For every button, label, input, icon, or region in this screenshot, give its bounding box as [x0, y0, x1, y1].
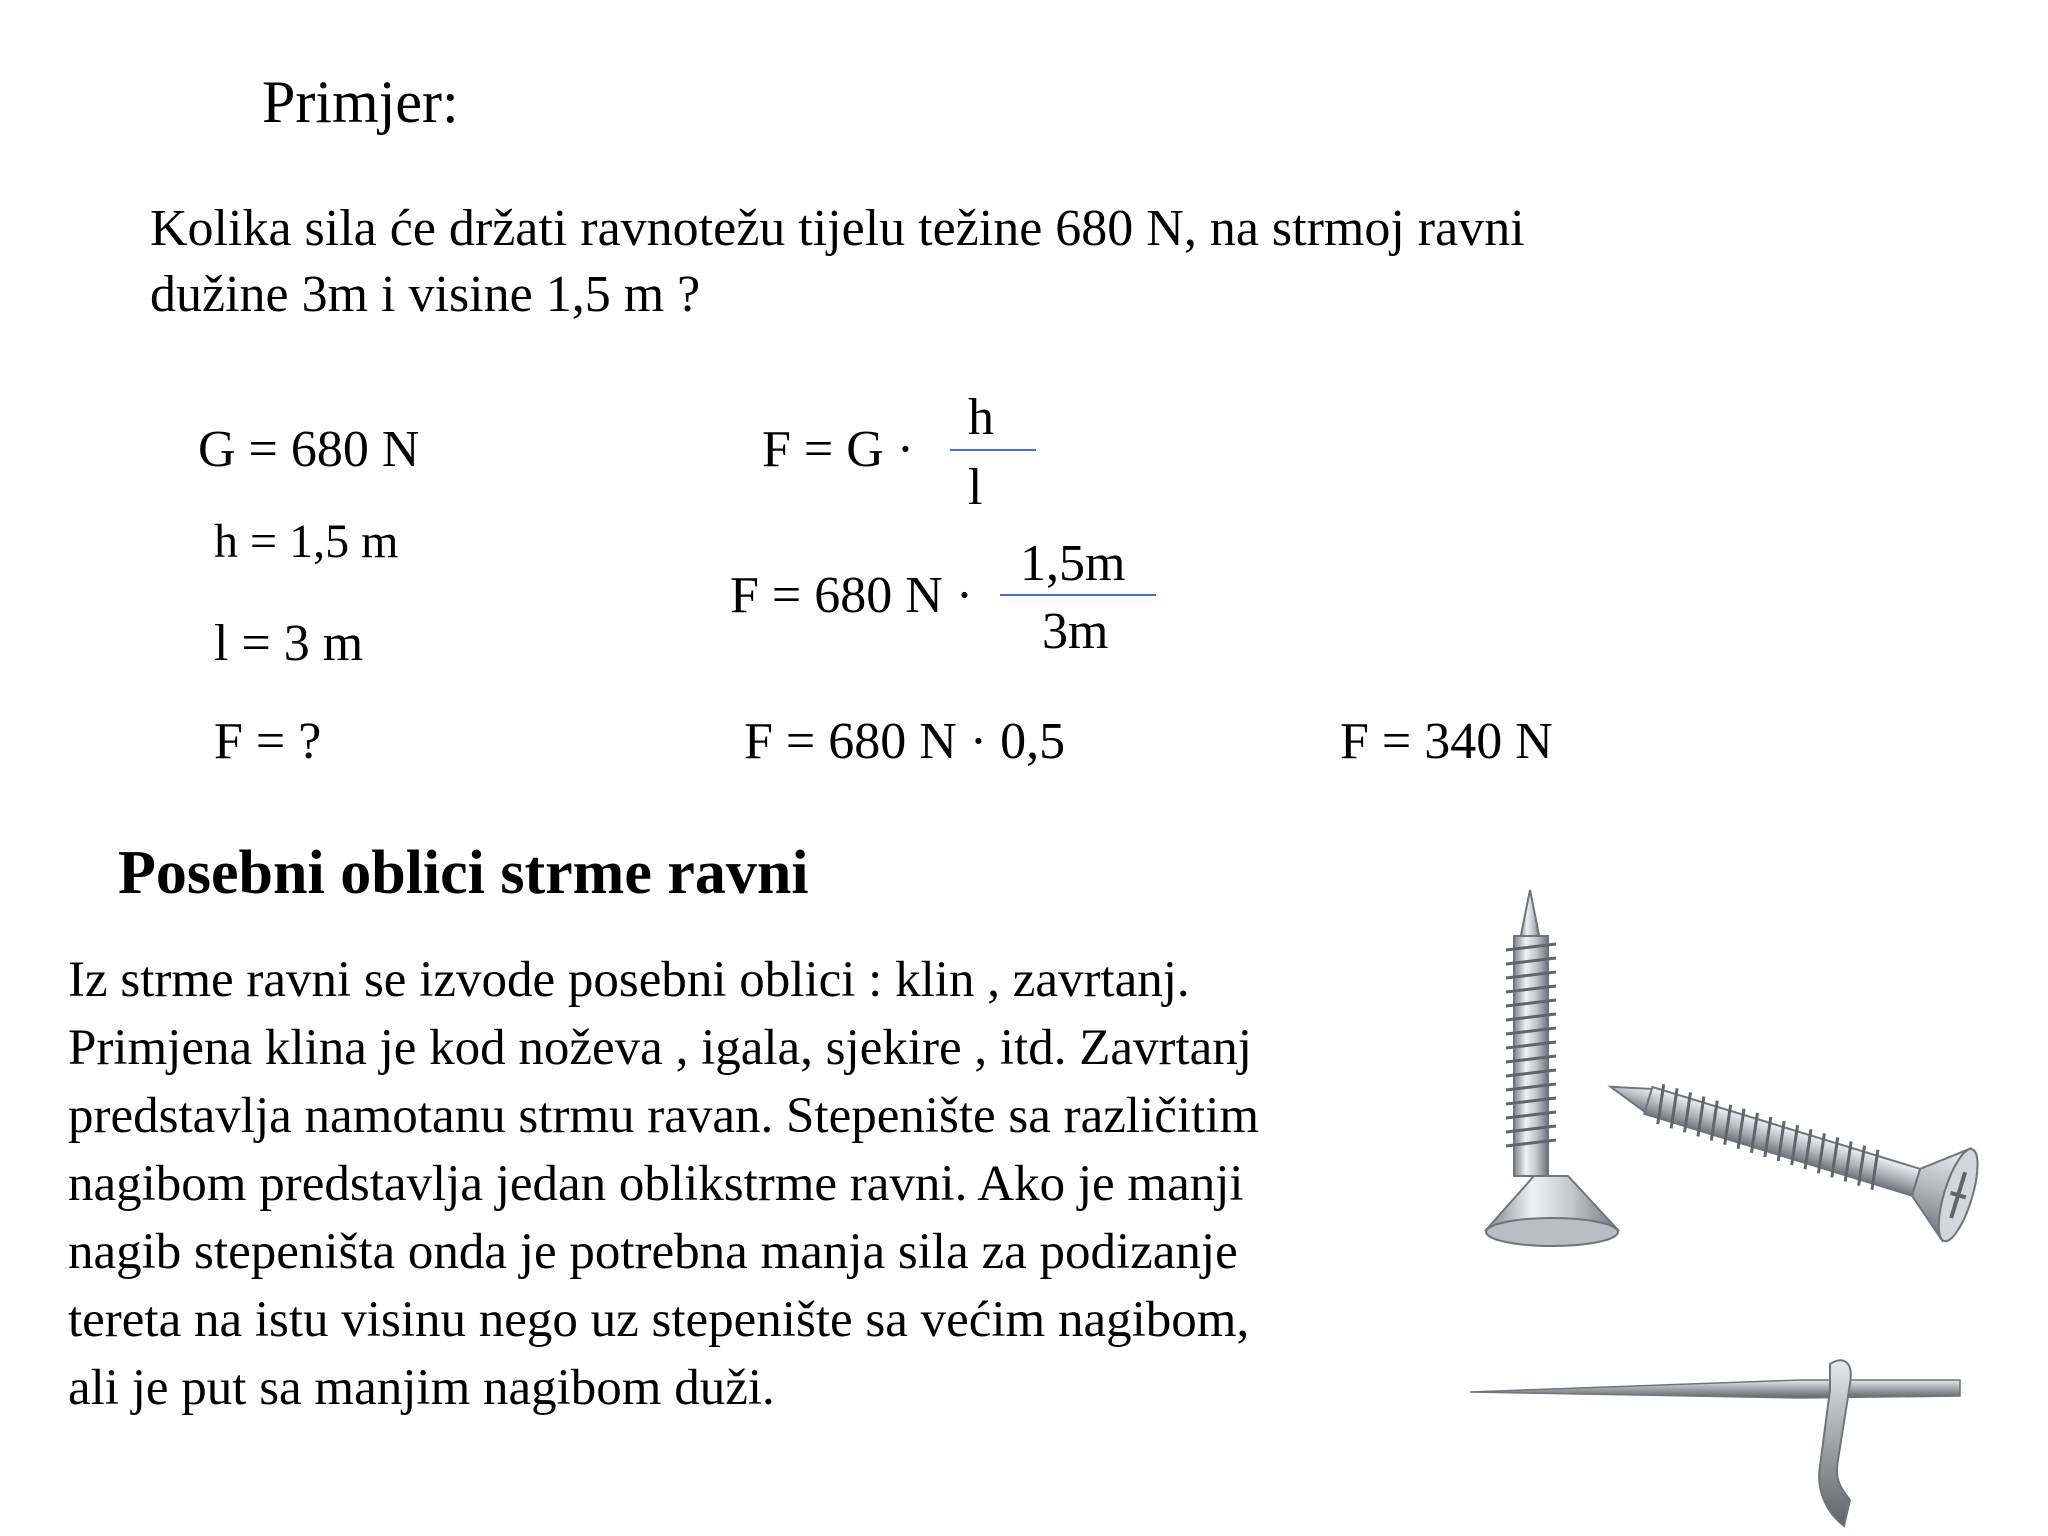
section-heading: Posebni oblici strme ravni: [118, 839, 809, 907]
screw-diagonal-image: [1590, 1060, 2010, 1250]
given-g: G = 680 N: [198, 421, 420, 478]
formula-fraction-line: [950, 449, 1036, 451]
substitution-numerator: 1,5m: [1020, 535, 1126, 592]
problem-statement: [150, 196, 1750, 328]
given-h: h = 1,5 m: [214, 515, 399, 568]
calculation-step: F = 680 N · 0,5: [744, 713, 1066, 770]
given-l: l = 3 m: [214, 615, 364, 672]
body-line: Primjena klina je kod noževa , igala, sjekire , itd. Zavrtanj: [68, 1020, 1252, 1076]
result: F = 340 N: [1340, 713, 1553, 770]
body-line: ali je put sa manjim nagibom duži.: [68, 1360, 775, 1416]
body-line: nagib stepeništa onda je potrebna manja sila za podizanje: [68, 1224, 1238, 1280]
body-line: tereta na istu visinu nego uz stepenište sa većim nagibom,: [68, 1292, 1250, 1348]
formula-denominator: l: [968, 459, 983, 516]
substitution-fraction-line: [1000, 594, 1156, 596]
hook-nail-image: [1470, 1350, 1980, 1536]
body-line: nagibom predstavlja jedan oblikstrme ravni. Ako je manji: [68, 1156, 1244, 1212]
formula-numerator: h: [968, 389, 994, 446]
body-line: predstavlja namotanu strmu ravan. Stepenište sa različitim: [68, 1088, 1260, 1144]
problem-line-1: Kolika sila će držati ravnotežu tijelu težine 680 N, na strmoj ravni: [150, 200, 1525, 257]
slide-title: Primjer:: [262, 69, 459, 135]
formula-left: F = G ·: [762, 421, 915, 478]
section-body: [68, 946, 1468, 1422]
body-line: Iz strme ravni se izvode posebni oblici : klin , zavrtanj.: [68, 952, 1190, 1008]
given-f: F = ?: [214, 713, 322, 770]
problem-line-2: dužine 3m i visine 1,5 m ?: [150, 266, 701, 323]
substitution-denominator: 3m: [1042, 603, 1109, 660]
substitution-left: F = 680 N ·: [730, 567, 974, 624]
